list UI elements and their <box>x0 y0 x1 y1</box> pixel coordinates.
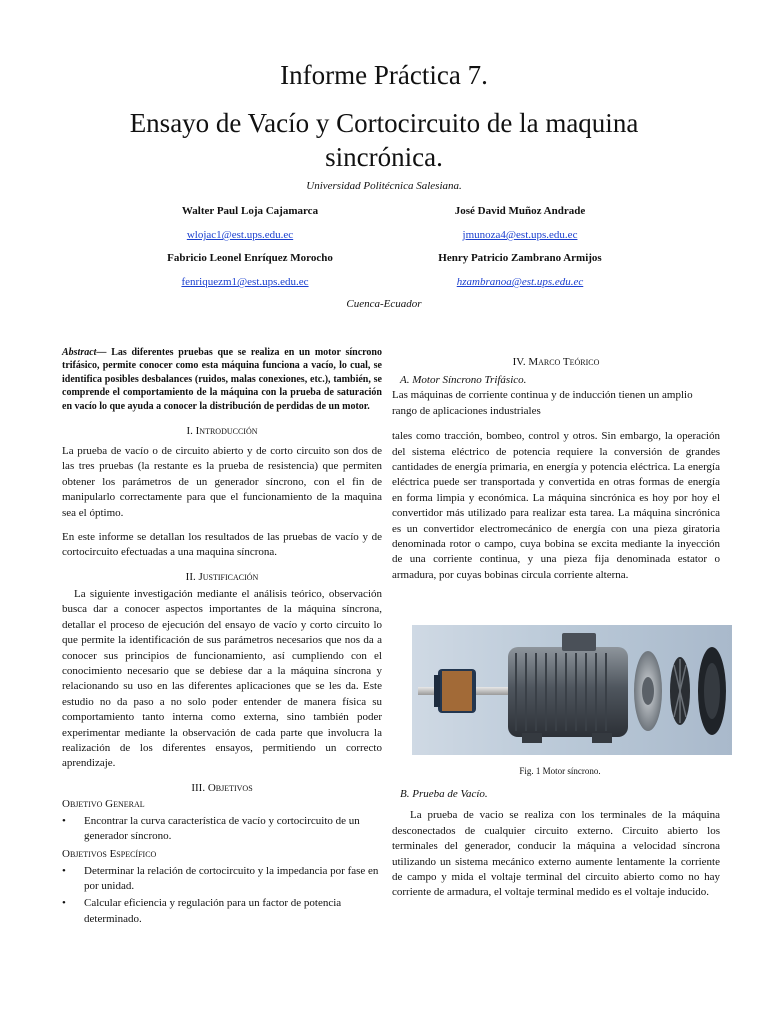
marco-paragraph: Las máquinas de corriente continua y de inducción tienen un amplio rango de aplicaciones industriales <box>392 389 693 417</box>
list-item-text: Calcular eficiencia y regulación para un factor de potencia determinado. <box>84 897 342 925</box>
list-item-text: Determinar la relación de cortocircuito y la impedancia por fase en por unidad. <box>84 864 379 892</box>
author-email-link[interactable]: hzambranoa@est.ups.edu.ec <box>456 276 584 288</box>
university: Universidad Politécnica Salesiana. <box>306 180 462 192</box>
objective-general-list <box>62 814 382 845</box>
author-name: Fabricio Leonel Enríquez Morocho <box>167 252 333 264</box>
abstract <box>62 346 382 413</box>
motor-figure <box>412 625 732 755</box>
abstract-label: Abstract— <box>62 347 107 358</box>
left-column <box>62 346 382 927</box>
objective-specific-list <box>62 864 382 928</box>
section-heading-justification: II. Justificación <box>185 570 259 583</box>
section-heading-objectives: III. Objetivos <box>191 781 253 794</box>
author-email-link[interactable]: fenriquezm1@est.ups.edu.ec <box>181 276 309 288</box>
right-column-bottom <box>392 787 720 901</box>
marco-paragraph: tales como tracción, bombeo, control y otros. Sin embargo, la operación del sistema eléctrico de potencia requiere la conversión de grandes cantidades de energía primaria, en energía y potencia eléctrica. La energía eléctrica puede ser transportada y convertida en otras formas de energía en forma limpia y económica. La máquina sincrónica es hoy por hoy el convertidor más utilizado para realizar esta tarea. La máquina sincrónica es un convertidor electromecánico de energía con una pieza giratoria denominada rotor o campo, cuya bobina se excita mediante la inyección de una corriente continua, y una pieza fija denominada estator o armadura, por cuyas bobinas circula corriente alterna. <box>392 430 720 581</box>
list-item <box>62 814 382 845</box>
justification-paragraph: La siguiente investigación mediante el análisis teórico, observación busca dar a conocer aspectos importantes de la máquina síncrona, detallar el proceso de ejecución del ensayo de vacío y corto circuito lo que permite la identificación de sus parámetros necesarios que nos da a conocer sus principios de funcionamiento, así cumpliendo con el conocimiento necesario que se debiese dar a la máquina síncrona y relacionando su uso en las diferentes aplicaciones que se les da. Este estudio no da paso a no solo poder entender de manera física su comportamiento tanto interna como externa, sino también poder experimentar mediante la observación de cada parte que involucra la realización de los diferentes ensayos, permitiendo un correcto aprendizaje. <box>62 587 382 770</box>
prueba-vacio-paragraph: La prueba de vacio se realiza con los terminales de la máquina desconectados de cualquier circuito externo. Circuito abierto los terminales del generador, conducir la máquina a velocidad síncrona utilizando un sistema mecánico externo aumente lentamente la corriente de campo y mida el voltaje terminal del circuito abierto como no hay corriente de armadura, el voltaje terminal medido es el voltaje inducido. <box>392 809 720 899</box>
figure-caption: Fig. 1 Motor síncrono. <box>519 766 601 776</box>
right-column-top <box>392 356 720 583</box>
section-heading-marco: IV. Marco Teórico <box>512 356 600 368</box>
subsection-heading-a: A. Motor Síncrono Trifásico. <box>400 374 527 386</box>
list-item-text: Encontrar la curva característica de vacío y cortocircuito de un generador síncrono. <box>84 814 360 843</box>
author-name: Walter Paul Loja Cajamarca <box>181 205 319 217</box>
paper-title-line2: Ensayo de Vacío y Cortocircuito de la maquina sincrónica. <box>129 108 639 172</box>
bullet-icon: • <box>62 897 66 910</box>
synchronous-motor-illustration <box>412 625 732 755</box>
author-name: José David Muñoz Andrade <box>454 205 586 217</box>
author-name: Henry Patricio Zambrano Armijos <box>438 252 602 264</box>
objective-specific-label: Objetivos Específico <box>62 847 157 860</box>
intro-paragraph: La prueba de vacío o de circuito abierto y de corto circuito son dos de las tres pruebas (la restante es la prueba de resistencia) que permiten obtener los parámetros de un generador síncrono, con el fin de manipularlo correctamente para que el funcionamiento de la maquina sea el óptimo. <box>62 445 382 519</box>
list-item <box>62 896 382 927</box>
paper-title-line1: Informe Práctica 7. <box>280 60 488 90</box>
intro-paragraph: En este informe se detallan los resultados de las pruebas de vacío y de cortocircuito efectuadas a una maquina síncrona. <box>62 531 382 559</box>
bullet-icon: • <box>62 814 66 827</box>
bullet-icon: • <box>62 864 66 877</box>
author-email-link[interactable]: wlojac1@est.ups.edu.ec <box>186 229 294 241</box>
abstract-text: Las diferentes pruebas que se realiza en un motor síncrono trifásico, permite conocer como esta máquina funciona a vacío, lo cual, se identifica posibles desbalances (ruidos, malas conexiones, etc.), también, se comprende el comportamiento de la máquina con la prueba de saturación en vacío lo que ayuda a conocer la distribución de perdidas de un motor. <box>62 347 382 412</box>
section-heading-intro: I. Introducción <box>186 425 258 438</box>
city: Cuenca-Ecuador <box>346 298 422 310</box>
list-item <box>62 864 382 895</box>
subsection-heading-b: B. Prueba de Vacío. <box>400 788 488 800</box>
author-email-link[interactable]: jmunoza4@est.ups.edu.ec <box>462 229 578 241</box>
objective-general-label: Objetivo General <box>62 797 145 810</box>
